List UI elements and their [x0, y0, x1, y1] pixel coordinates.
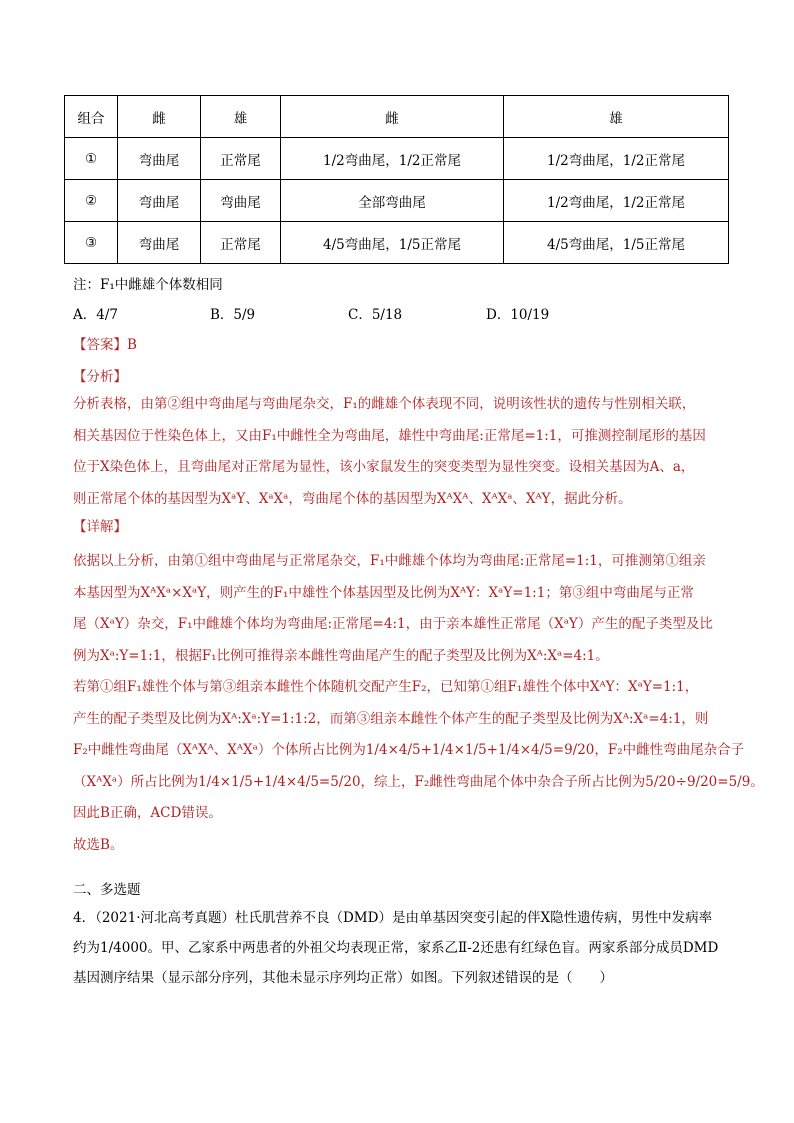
detail-heading: 【详解】 [73, 519, 127, 535]
group-id: ① [65, 138, 118, 180]
table-note: 注：F₁中雌雄个体数相同 [73, 277, 223, 293]
detail-line: 故选B。 [73, 836, 124, 853]
table-cell: 弯曲尾 [118, 138, 201, 180]
detail-paragraph [73, 546, 764, 861]
table-cell: 弯曲尾 [201, 180, 281, 222]
detail-line: F₂中雌性弯曲尾（XᴬXᴬ、XᴬXᵃ）个体所占比例为1/4×4/5+1/4×1/5+1/4×4/5=9/20，F₂中雌性弯曲尾杂合子 [73, 742, 745, 758]
option-d: D．10/19 [486, 307, 550, 323]
table-cell: 弯曲尾 [118, 180, 201, 222]
question-line: 基因测序结果（显示部分序列，其他未显示序列均正常）如图。下列叙述错误的是（ ） [73, 970, 613, 986]
detail-line: 本基因型为XᴬXᵃ×XᵃY，则产生的F₁中雄性个体基因型及比例为XᴬY：XᵃY=1:1；第③组中弯曲尾与正常 [73, 584, 694, 601]
detail-line: 产生的配子类型及比例为Xᴬ:Xᵃ:Y=1:1:2，而第③组亲本雌性个体产生的配子类型及比例为Xᴬ:Xᵃ=4:1，则 [73, 710, 709, 727]
group-id: ③ [65, 222, 118, 264]
detail-line: 因此B正确，ACD错误。 [73, 805, 222, 821]
analysis-line: 则正常尾个体的基因型为XᵃY、XᵃXᵃ，弯曲尾个体的基因型为XᴬXᴬ、XᴬXᵃ、XᴬY，据此分析。 [73, 490, 632, 507]
table-cell: 4/5弯曲尾，1/5正常尾 [281, 222, 504, 264]
table-cell: 1/2弯曲尾，1/2正常尾 [504, 180, 729, 222]
group-id: ② [65, 180, 118, 222]
analysis-paragraph [73, 389, 723, 515]
detail-line: 例为Xᵃ:Y=1:1，根据F₁比例可推得亲本雌性弯曲尾产生的配子类型及比例为Xᴬ:Xᵃ=4:1。 [73, 647, 609, 664]
section-heading: 二、多选题 [73, 882, 141, 898]
detail-line: 依据以上分析，由第①组中弯曲尾与正常尾杂交，F₁中雌雄个体均为弯曲尾:正常尾=1:1，可推测第①组亲 [73, 553, 706, 569]
table-cell: 1/2弯曲尾，1/2正常尾 [504, 138, 729, 180]
header-f1-female: 雌 [281, 96, 504, 138]
question-line: 4．（2021·河北高考真题）杜氏肌营养不良（DMD）是由单基因突变引起的伴X隐性遗传病，男性中发病率 [73, 910, 713, 926]
cross-results-table [64, 95, 729, 264]
option-c: C．5/18 [348, 307, 403, 323]
table-row [65, 180, 729, 222]
option-a: A．4/7 [73, 307, 118, 323]
answer-line: 【答案】B [73, 337, 137, 353]
table-header-row [65, 96, 729, 138]
analysis-line: 相关基因位于性染色体上，又由F₁中雌性全为弯曲尾，雄性中弯曲尾:正常尾=1:1，可推测控制尾形的基因 [73, 427, 706, 444]
header-group: 组合 [65, 96, 118, 138]
detail-line: 尾（XᵃY）杂交，F₁中雌雄个体均为弯曲尾:正常尾=4:1，由于亲本雄性正常尾（XᵃY）产生的配子类型及比 [73, 616, 713, 632]
analysis-line: 位于X染色体上，且弯曲尾对正常尾为显性，该小家鼠发生的突变类型为显性突变。设相关基因为A、a， [73, 459, 695, 475]
table-cell: 弯曲尾 [118, 222, 201, 264]
table-cell: 正常尾 [201, 138, 281, 180]
detail-line: （XᴬXᵃ）所占比例为1/4×1/5+1/4×4/5=5/20，综上，F₂雌性弯曲尾个体中杂合子所占比例为5/20÷9/20=5/9。 [73, 773, 764, 790]
table-row [65, 222, 729, 264]
header-parent-male: 雄 [201, 96, 281, 138]
analysis-heading: 【分析】 [73, 369, 127, 385]
header-parent-female: 雌 [118, 96, 201, 138]
question-paragraph [73, 903, 723, 993]
detail-line: 若第①组F₁雄性个体与第③组亲本雌性个体随机交配产生F₂，已知第①组F₁雄性个体中XᴬY：XᵃY=1:1， [73, 679, 699, 695]
option-b: B．5/9 [210, 307, 256, 323]
analysis-line: 分析表格，由第②组中弯曲尾与弯曲尾杂交，F₁的雌雄个体表现不同，说明该性状的遗传与性别相关联， [73, 396, 696, 412]
header-f1-male: 雄 [504, 96, 729, 138]
table-cell: 4/5弯曲尾，1/5正常尾 [504, 222, 729, 264]
table-row [65, 138, 729, 180]
table-cell: 正常尾 [201, 222, 281, 264]
question-line: 约为1/4000。甲、乙家系中两患者的外祖父均表现正常，家系乙Ⅱ-2还患有红绿色盲。两家系部分成员DMD [73, 940, 719, 956]
table-cell: 全部弯曲尾 [281, 180, 504, 222]
table-cell: 1/2弯曲尾，1/2正常尾 [281, 138, 504, 180]
